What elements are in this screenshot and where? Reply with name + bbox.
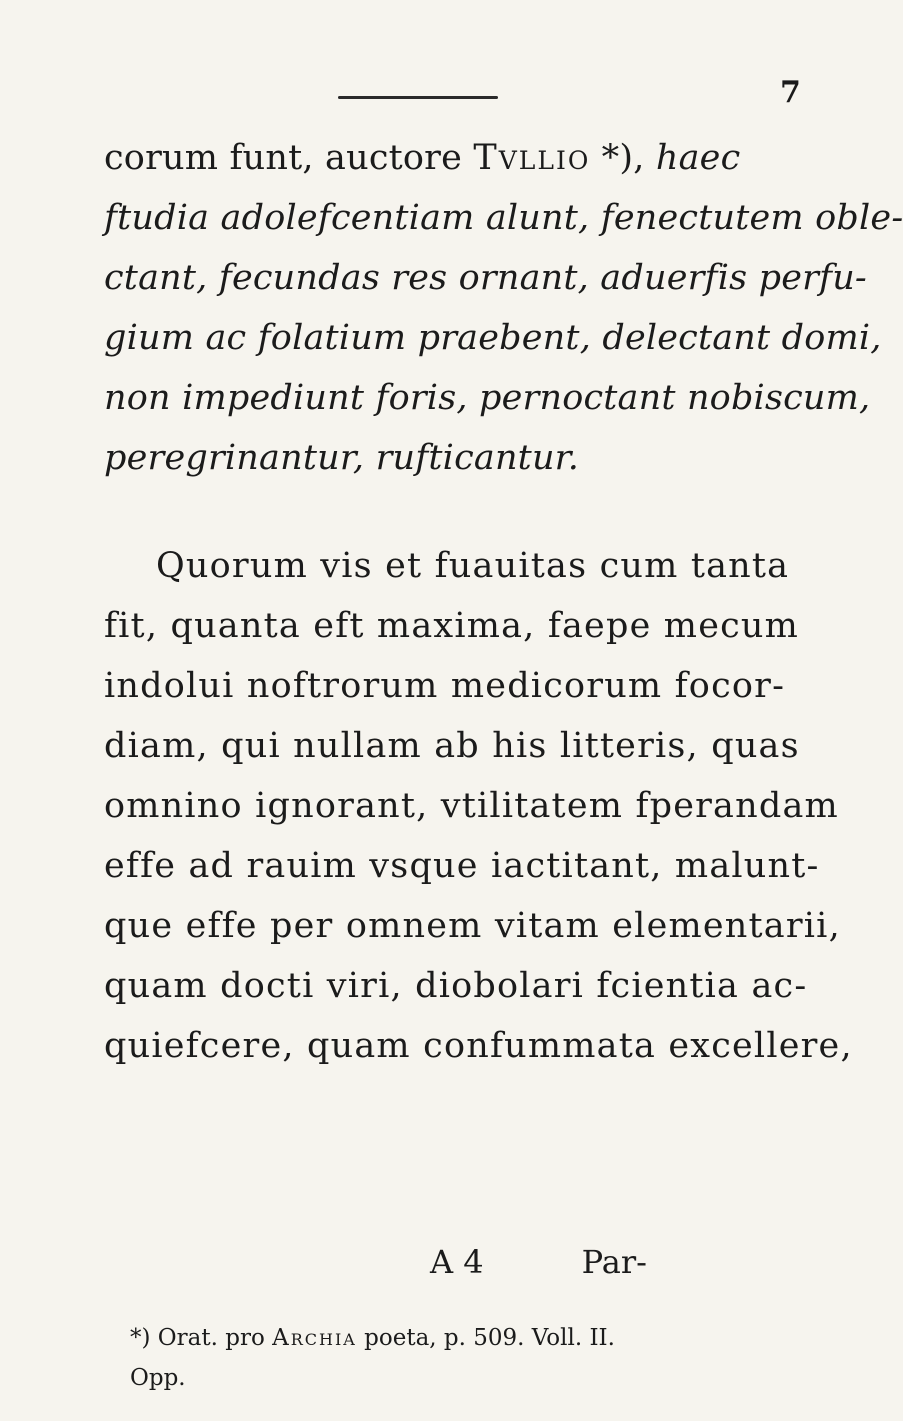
page-number: 7	[780, 75, 801, 110]
text-line-14: quam docti viri, diobolari fcientia ac-	[104, 966, 808, 1006]
text-line-8: fit, quanta eft maxima, faepe mecum	[104, 606, 800, 646]
footnote-line-2: Opp.	[130, 1365, 186, 1391]
footnote-text-start: Orat. pro	[150, 1325, 273, 1351]
text-line-7: Quorum vis et fuauitas cum tanta	[156, 546, 790, 586]
signature-mark: A 4	[430, 1243, 484, 1281]
header-rule	[338, 96, 498, 99]
paragraph-gap	[104, 488, 764, 536]
text-line-11: omnino ignorant, vtilitatem fperandam	[104, 786, 839, 826]
text-line-1	[104, 128, 764, 188]
text-line-1-mid: *),	[590, 138, 656, 178]
text-line-9: indolui noftrorum medicorum focor-	[104, 666, 786, 706]
text-line-3: ctant, fecundas res ornant, aduerfis perfu-	[104, 258, 867, 298]
signature-line	[430, 1243, 647, 1281]
text-line-13: que effe per omnem vitam elementarii,	[104, 906, 841, 946]
text-line-12: effe ad rauim vsque iactitant, malunt-	[104, 846, 820, 886]
footnote-name: Archia	[272, 1325, 357, 1351]
text-line-2: ftudia adolefcentiam alunt, fenectutem oble-	[104, 198, 903, 238]
catchword: Par-	[581, 1243, 647, 1281]
author-name: Tvllio	[473, 138, 591, 178]
footnote-marker: *)	[130, 1325, 151, 1351]
text-line-5: non impediunt foris, pernoctant nobiscum,	[104, 378, 871, 418]
footnote	[130, 1318, 615, 1398]
footnote-line-1	[130, 1318, 615, 1358]
text-line-1-start: corum funt, auctore	[104, 138, 474, 178]
footnote-text-end: poeta, p. 509. Voll. II.	[356, 1325, 615, 1351]
text-line-10: diam, qui nullam ab his litteris, quas	[104, 726, 800, 766]
text-line-15: quiefcere, quam confummata excellere,	[104, 1026, 853, 1066]
main-text	[104, 128, 903, 1076]
text-line-1-italic: haec	[655, 138, 741, 178]
text-line-4: gium ac folatium praebent, delectant domi,	[104, 318, 882, 358]
text-line-6: peregrinantur, rufticantur.	[104, 438, 580, 478]
